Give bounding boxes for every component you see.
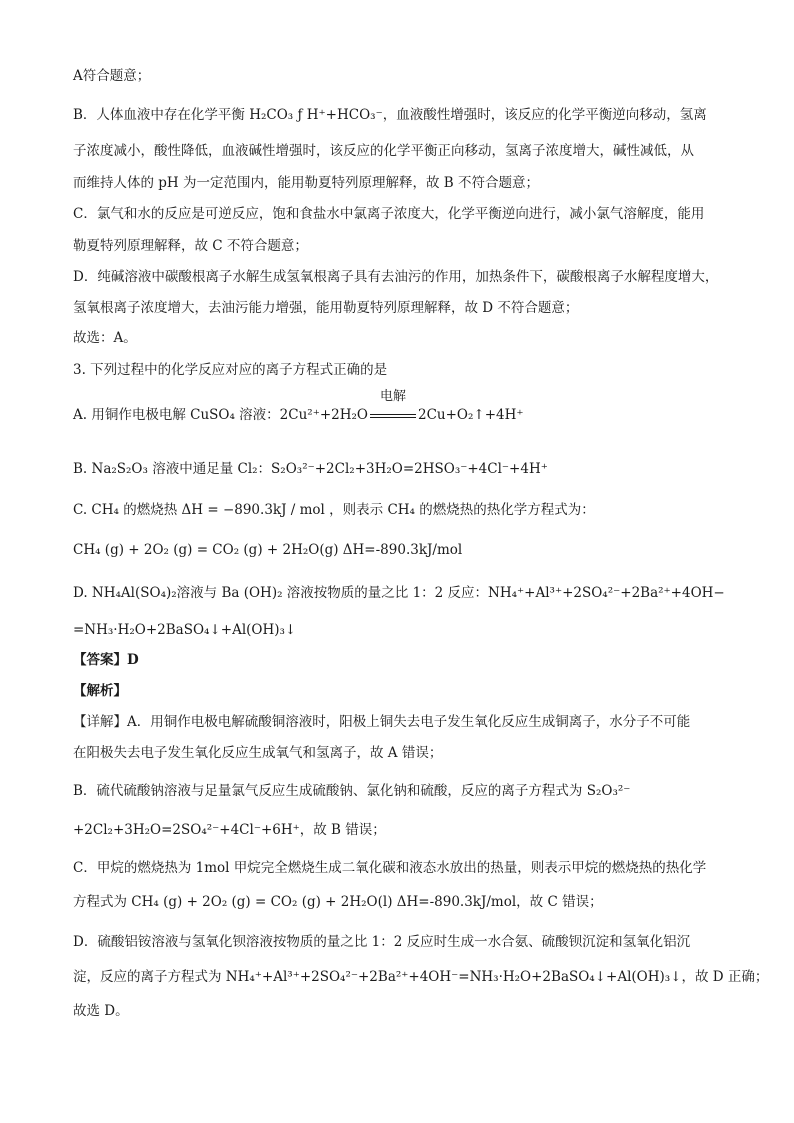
text-line: B．硫代硫酸钠溶液与足量氯气反应生成硫酸钠、氯化钠和硫酸，反应的离子方程式为 S₂O₃²⁻ — [73, 783, 631, 799]
double-bar — [370, 414, 416, 418]
text-line: 勒夏特列原理解释，故 C 不符合题意； — [73, 238, 308, 254]
text-line: C．甲烷的燃烧热为 1mol 甲烷完全燃烧生成二氧化碳和液态水放出的热量，则表示甲烷的燃烧热的热化学 — [73, 860, 707, 876]
text-line: A符合题意； — [73, 68, 151, 84]
text-line: 淀，反应的离子方程式为 NH₄⁺+Al³⁺+2SO₄²⁻+2Ba²⁺+4OH⁻=NH₃·H₂O+2BaSO₄↓+Al(OH)₃↓，故 D 正确； — [73, 969, 769, 985]
option-a-right: 2Cu+O₂↑+4H⁺ — [417, 407, 524, 423]
text-line: 子浓度减小，酸性降低，血液碱性增强时，该反应的化学平衡正向移动，氢离子浓度增大，碱性减低，从 — [73, 143, 694, 159]
analysis-heading: 【解析】 — [73, 683, 127, 699]
option-a — [73, 389, 733, 425]
text-line: 故选：A。 — [73, 330, 137, 346]
text-line: D．纯碱溶液中碳酸根离子水解生成氢氧根离子具有去油污的作用，加热条件下，碳酸根离子水解程度增大， — [73, 269, 719, 285]
text-line: 氢氧根离子浓度增大，去油污能力增强，能用勒夏特列原理解释，故 D 不符合题意； — [73, 300, 579, 316]
text-line: 故选 D。 — [73, 1003, 129, 1019]
text-line: C．氯气和水的反应是可逆反应，饱和食盐水中氯离子浓度大，化学平衡逆向进行，减小氯气溶解度，能用 — [73, 206, 705, 222]
text-line: 而维持人体的 pH 为一定范围内，能用勒夏特列原理解释，故 B 不符合题意； — [73, 175, 539, 191]
electrolysis-label: 电解 — [379, 389, 406, 404]
text-line: 方程式为 CH₄ (g) + 2O₂ (g) = CO₂ (g) + 2H₂O(l) ΔH=-890.3kJ/mol，故 C 错误； — [73, 894, 603, 910]
text-line: +2Cl₂+3H₂O=2SO₄²⁻+4Cl⁻+6H⁺，故 B 错误； — [73, 822, 386, 838]
text-line: 【详解】A．用铜作电极电解硫酸铜溶液时，阳极上铜失去电子发生氧化反应生成铜离子，水分子不可能 — [73, 714, 691, 730]
option-c: C. CH₄ 的燃烧热 ΔH = −890.3kJ / mol ，则表示 CH₄ 的燃烧热的热化学方程式为： — [73, 502, 595, 518]
answer-heading: 【答案】D — [73, 652, 139, 668]
text-line: 在阳极失去电子发生氧化反应生成氧气和氢离子，故 A 错误； — [73, 745, 443, 761]
electrolysis-condition — [368, 389, 418, 425]
text-line: B．人体血液中存在化学平衡 H₂CO₃ ƒ H⁺+HCO₃⁻，血液酸性增强时，该反应的化学平衡逆向移动，氢离 — [73, 107, 707, 123]
question-title: 3. 下列过程中的化学反应对应的离子方程式正确的是 — [73, 362, 388, 378]
option-d-cont: =NH₃·H₂O+2BaSO₄↓+Al(OH)₃↓ — [73, 622, 297, 638]
option-c-equation: CH₄ (g) + 2O₂ (g) = CO₂ (g) + 2H₂O(g) ΔH=-890.3kJ/mol — [73, 542, 463, 558]
option-b: B. Na₂S₂O₃ 溶液中通足量 Cl₂：S₂O₃²⁻+2Cl₂+3H₂O=2HSO₃⁻+4Cl⁻+4H⁺ — [73, 461, 548, 477]
option-a-left: A. 用铜作电极电解 CuSO₄ 溶液：2Cu²⁺+2H₂O — [73, 407, 368, 423]
text-line: D．硫酸铝铵溶液与氢氧化钡溶液按物质的量之比 1：2 反应时生成一水合氨、硫酸钡沉淀和氢氧化铝沉 — [73, 934, 691, 950]
option-d: D. NH₄Al(SO₄)₂溶液与 Ba (OH)₂ 溶液按物质的量之比 1：2 反应：NH₄⁺+Al³⁺+2SO₄²⁻+2Ba²⁺+4OH− — [73, 585, 725, 601]
